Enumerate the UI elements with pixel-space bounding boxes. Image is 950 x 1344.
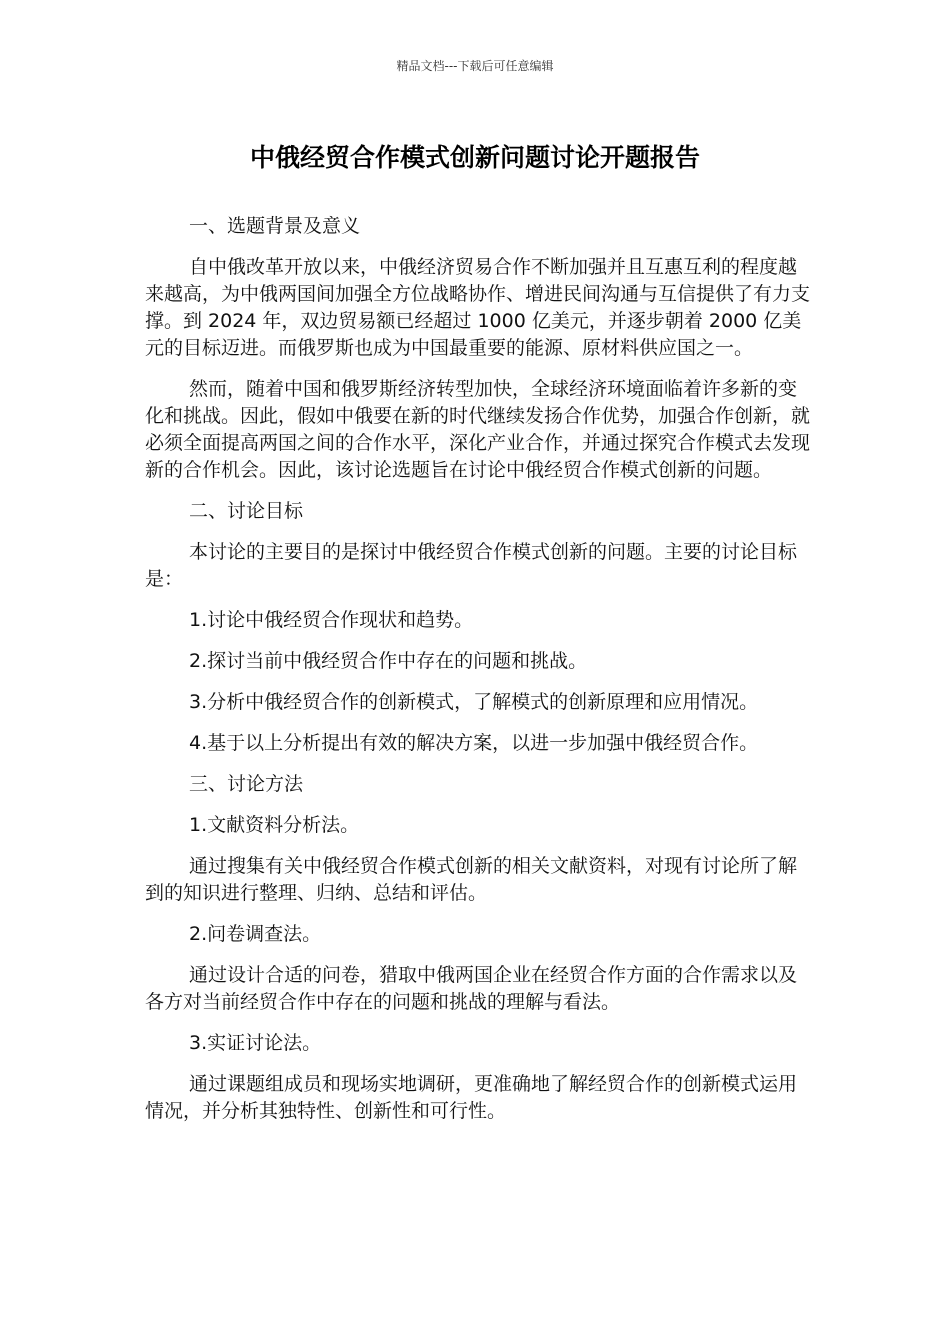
method-title-2: 2.问卷调查法。 [189,923,322,945]
method-title-3: 3.实证讨论法。 [189,1032,322,1054]
paragraph-background-1: 自中俄改革开放以来，中俄经济贸易合作不断加强并且互惠互利的程度越来越高，为中俄两国间加强全方位战略协作、增进民间沟通与互信提供了有力支撑。到 2024 年，双边贸易额已经超过 1000 亿美元，并逐步朝着 2000 亿美元的目标迈进。而俄罗斯也成为中国最重要的能源、原材料供应国之一。 [145,256,811,359]
goal-item-2: 2.探讨当前中俄经贸合作中存在的问题和挑战。 [189,650,588,672]
document-body [145,213,810,1139]
method-desc-2: 通过设计合适的问卷，猎取中俄两国企业在经贸合作方面的合作需求以及各方对当前经贸合作中存在的问题和挑战的理解与看法。 [145,964,798,1013]
paragraph-goals-intro: 本讨论的主要目的是探讨中俄经贸合作模式创新的问题。主要的讨论目标是： [145,541,798,590]
section-heading-background: 一、选题背景及意义 [189,215,361,237]
goal-item-4: 4.基于以上分析提出有效的解决方案，以进一步加强中俄经贸合作。 [189,732,759,754]
method-desc-3: 通过课题组成员和现场实地调研，更准确地了解经贸合作的创新模式运用情况，并分析其独特性、创新性和可行性。 [145,1073,798,1122]
goal-item-1: 1.讨论中俄经贸合作现状和趋势。 [189,609,474,631]
document-title: 中俄经贸合作模式创新问题讨论开题报告 [249,143,700,172]
paragraph-background-2: 然而，随着中国和俄罗斯经济转型加快，全球经济环境面临着许多新的变化和挑战。因此，假如中俄要在新的时代继续发扬合作优势，加强合作创新，就必须全面提高两国之间的合作水平，深化产业合作，并通过探究合作模式去发现新的合作机会。因此，该讨论选题旨在讨论中俄经贸合作模式创新的问题。 [145,378,811,481]
section-heading-methods: 三、讨论方法 [189,773,304,795]
section-heading-goals: 二、讨论目标 [189,500,304,522]
page-header: 精品文档---下载后可任意编辑 [396,59,554,73]
method-title-1: 1.文献资料分析法。 [189,814,360,836]
goal-item-3: 3.分析中俄经贸合作的创新模式，了解模式的创新原理和应用情况。 [189,691,759,713]
method-desc-1: 通过搜集有关中俄经贸合作模式创新的相关文献资料，对现有讨论所了解到的知识进行整理、归纳、总结和评估。 [145,855,798,904]
